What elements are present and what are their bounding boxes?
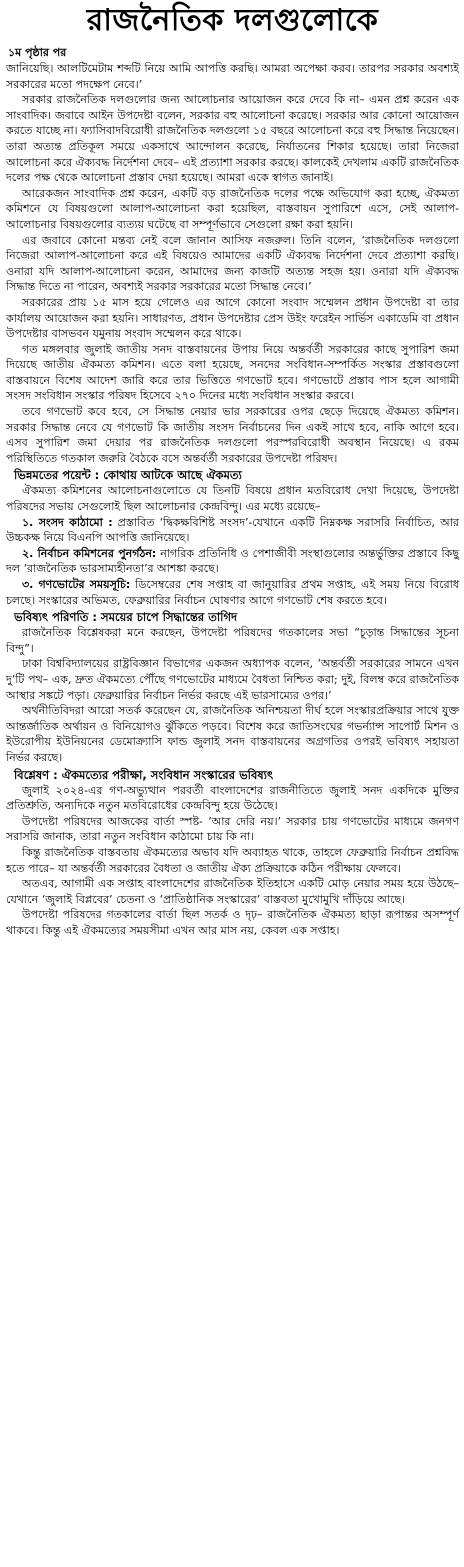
body-paragraph: কিন্তু রাজনৈতিক বাস্তবতায় ঐকমত্যের অভাব যদি অব্যাহত থাকে, তাহলে ফেব্রুয়ারি নির্বাচন প্রশ্নবিদ্ধ হতে পারে– যা অন্তর্বর্তী সরকারের বৈধতা ও জাতীয় ঐক্য প্রক্রিয়াকে কঠিন পরীক্ষায় ফেলবে। <box>6 845 459 875</box>
headline: রাজনৈতিক দলগুলোকে <box>86 3 379 38</box>
body-paragraph: রাজনৈতিক বিশ্লেষকরা মনে করছেন, উপদেষ্টা পরিষদের গতকালের সভা “চূড়ান্ত সিদ্ধান্তের সূচনা বিন্দু”। <box>6 626 459 655</box>
list-item-lead: ১. সংসদ কাঠামো : <box>22 515 113 529</box>
article-body <box>6 61 459 938</box>
body-paragraph: ঢাকা বিশ্ববিদ্যালয়ের রাষ্ট্রবিজ্ঞান বিভাগের একজন অধ্যাপক বলেন, ‘অন্তর্বর্তী সরকারের সামনে এখন দু’টি পথ– এক, দ্রুত ঐকমত্যে পৌঁছে গণভোটের মাধ্যমে বৈধতা নিশ্চিত করা; দুই, বিলম্ব করে রাজনৈতিক আস্থার সঙ্কটে পড়া। ফেব্রুয়ারির নির্বাচন নির্ভর করছে এই ভারসাম্যের ওপর।’ <box>6 657 459 702</box>
body-paragraph: উপদেষ্টা পরিষদের গতকালের বার্তা ছিল সতর্ক ও দৃঢ়– রাজনৈতিক ঐকমত্য ছাড়া রূপান্তর অসম্পূর্ণ থাকবে। কিন্তু এই ঐকমত্যের সময়সীমা এখন আর মাস নয়, কেবল এক সপ্তাহ। <box>6 908 459 937</box>
body-paragraph: জানিয়েছি। আলটিমেটাম শব্দটি নিয়ে আমি আপত্তি করছি। আমরা অপেক্ষা করব। তারপর সরকার অবশ্যই সরকারের মতো পদক্ষেপ নেবে।’ <box>6 62 459 91</box>
body-paragraph: আরেকজন সাংবাদিক প্রশ্ন করেন, একটি বড় রাজনৈতিক দলের পক্ষে অভিযোগ করা হচ্ছে, ঐকমত্য কমিশনে যে বিষয়গুলো আলাপ-আলোচনা করা হয়েছিল, বাস্তবায়ন সুপারিশে এসে, সেই আলাপ-আলোচনার বিষয়গুলোর ব্যত্যয় ঘটেছে বা সম্পূর্ণভাবে সেগুলো রক্ষা করা হয়নি। <box>6 186 459 231</box>
list-item <box>6 577 459 608</box>
body-paragraph: অতএব, আগামী এক সপ্তাহ বাংলাদেশের রাজনৈতিক ইতিহাসে একটি মোড় নেয়ার সময় হয়ে উঠছে– যেখানে ‘জুলাই বিপ্লবের’ চেতনা ও ‘প্রাতিষ্ঠানিক সংস্কারের’ বাস্তবতা মুখোমুখি দাঁড়িয়ে আছে। <box>6 877 459 906</box>
body-paragraph: সরকারের প্রায় ১৫ মাস হয়ে গেলেও এর আগে কোনো সংবাদ সম্মেলন প্রধান উপদেষ্টা বা তার কার্যালয় আয়োজন করা হয়নি। সাধারণত, প্রধান উপদেষ্টার প্রেস উইং ফরেইন সার্ভিস একাডেমি বা প্রধান উপদেষ্টার বাসভবন যমুনায় সংবাদ সম্মেলন করে থাকে। <box>6 295 459 341</box>
body-paragraph: এর জবাবে কোনো মন্তব্য নেই বলে জানান আসিফ নজরুল। তিনি বলেন, ‘রাজনৈতিক দলগুলো নিজেরা আলাপ-আলোচনা করে এই বিষয়েও আমাদের একটি ঐক্যবদ্ধ নির্দেশনা দেবে প্রত্যাশা করছি। ওনারা যদি আলাপ-আলোচনা করেন, আমাদের জন্য কাজটি অত্যন্ত সহজ হয়। ওনারা যদি ঐক্যবদ্ধ সিদ্ধান্ত দিতে না পারেন, অবশ্যই সরকার সরকারের মতো সিদ্ধান্ত নেবে।’ <box>6 233 459 294</box>
section-subhead: ভিন্নমতের পয়েন্ট : কোথায় আটকে আছে ঐকমত্য <box>14 468 242 483</box>
continued-from-label: ১ম পৃষ্ঠার পর <box>8 46 67 59</box>
section-subhead: ভবিষ্যৎ পরিণতি : সময়ের চাপে সিদ্ধান্তের তাগিদ <box>14 610 238 625</box>
body-paragraph: উপদেষ্টা পরিষদের আজকের বার্তা স্পষ্ট- ‘আর দেরি নয়।’ সরকার চায় গণভোটের মাধ্যমে জনগণ সরাসরি জানাক, তারা নতুন সংবিধান কাঠামো চায় কি না। <box>6 814 459 844</box>
list-item-text: প্রস্তাবিত ‘দ্বিকক্ষবিশিষ্ট সংসদ’-যেখানে একটি নিম্নকক্ষ সরাসরি নির্বাচিত, আর উচ্চকক্ষ নিয়ে বিএনপি আপত্তি জানিয়েছে। <box>6 515 459 545</box>
body-paragraph: অর্থনীতিবিদরা আরো সতর্ক করেছেন যে, রাজনৈতিক অনিশ্চয়তা দীর্ঘ হলে সংস্কারপ্রক্রিয়ার সাথে যুক্ত আন্তর্জাতিক অর্থায়ন ও বিনিয়োগও ঝুঁকিতে পড়বে। বিশেষ করে জাতিসংঘের গভর্ন্যান্স সাপোর্ট মিশন ও ইউরোপীয় ইউনিয়নের ডেমোক্র্যাসি ফান্ড জুলাই সনদ বাস্তবায়নের অগ্রগতির ওপরই ভবিষ্যৎ সহায়তা নির্ভর করছে। <box>6 704 459 764</box>
section-subhead: বিশ্লেষণ : ঐকমত্যের পরীক্ষা, সংবিধান সংস্কারের ভবিষ্যৎ <box>14 767 274 782</box>
body-paragraph: তবে গণভোট কবে হবে, সে সিদ্ধান্ত নেয়ার ভার সরকারের ওপর ছেড়ে দিয়েছে ঐকমত্য কমিশন। সরকার সিদ্ধান্ত নেবে যে গণভোট কি জাতীয় সংসদ নির্বাচনের দিন একই সাথে হবে, নাকি আগে হবে। এসব সুপারিশ জমা দেয়ার পর রাজনৈতিক দলগুলো পরস্পরবিরোধী অবস্থান নিয়েছে। এ রকম পরিস্থিতিতে গতকাল জরুরি বৈঠকে বসে অন্তর্বর্তী সরকারের উপদেষ্টা পরিষদ। <box>6 405 459 465</box>
list-item-text: নাগরিক প্রতিনিধি ও পেশাজীবী সংস্থাগুলোর অন্তর্ভুক্তির প্রস্তাবে কিছু দল ‘রাজনৈতিক ভারসাম্যহীনতা’র আশঙ্কা করছে। <box>6 546 459 576</box>
list-item-lead: ৩. গণভোটের সময়সূচি: <box>22 578 131 591</box>
list-item <box>6 546 459 577</box>
list-item-lead: ২. নির্বাচন কমিশনের পুনর্গঠন: <box>22 546 157 560</box>
body-paragraph: জুলাই ২০২৪-এর গণ-অভ্যুত্থান পরবর্তী বাংলাদেশের রাজনীতিতে জুলাই সনদ একদিকে মুক্তির প্রতিশ্রুতি, অন্যদিকে নতুন মতবিরোধের কেন্দ্রবিন্দু হয়ে উঠেছে। <box>6 783 459 813</box>
list-item <box>6 515 459 546</box>
body-paragraph: সরকার রাজনৈতিক দলগুলোর জন্য আলোচনার আয়োজন করে দেবে কি না– এমন প্রশ্ন করেন এক সাংবাদিক। জবাবে আইন উপদেষ্টা বলেন, সরকার বহু আলোচনা করেছে। সরকার আর কোনো আয়োজন করতে যাচ্ছে না। ফ্যাসিবাদবিরোধী রাজনৈতিক দলগুলো ১৫ বছরে আলোচনা করে বহু সিদ্ধান্ত নিয়েছেন। তারা অত্যন্ত প্রতিকূল সময়ে একসাথে আন্দোলন করেছে, নির্যাতনের শিকার হয়েছে। তারা নিজেরা আলোচনা করে ঐক্যবদ্ধ নির্দেশনা দেবে– এই প্রত্যাশা সরকার করছে। কালকেই দেখলাম একটি রাজনৈতিক দলের পক্ষ থেকে আলোচনা প্রস্তাব দেয়া হয়েছে। আমরা একে স্বাগত জানাই। <box>6 93 459 185</box>
body-paragraph: গত মঙ্গলবার জুলাই জাতীয় সনদ বাস্তবায়নের উপায় নিয়ে অন্তর্বর্তী সরকারের কাছে সুপারিশ জমা দিয়েছে জাতীয় ঐকমত্য কমিশন। এতে বলা হয়েছে, সনদের সংবিধান-সম্পর্কিত সংস্কার প্রস্তাবগুলো বাস্তবায়নে বিশেষ আদেশ জারি করে তার ভিত্তিতে গণভোট হবে। গণভোটে প্রস্তাব পাস হলে আগামী সংসদ সংবিধান সংস্কার পরিষদ হিসেবে ২৭০ দিনের মধ্যে সংবিধান সংস্কার করবে। <box>6 342 459 403</box>
body-paragraph: ঐকমত্য কমিশনের আলোচনাগুলোতে যে তিনটি বিষয়ে প্রধান মতবিরোধ দেখা দিয়েছে, উপদেষ্টা পরিষদের সভায় সেগুলোই ছিল আলোচনার কেন্দ্রবিন্দু। এর মধ্যে রয়েছে– <box>6 484 459 514</box>
list-item-text: ডিসেম্বরের শেষ সপ্তাহ বা জানুয়ারির প্রথম সপ্তাহ, এই সময় নিয়ে বিরোধ চলছে। সংস্কারের অভিমত, ফেব্রুয়ারির নির্বাচন ঘোষণার আগে গণভোট শেষ করতে হবে। <box>6 578 459 607</box>
